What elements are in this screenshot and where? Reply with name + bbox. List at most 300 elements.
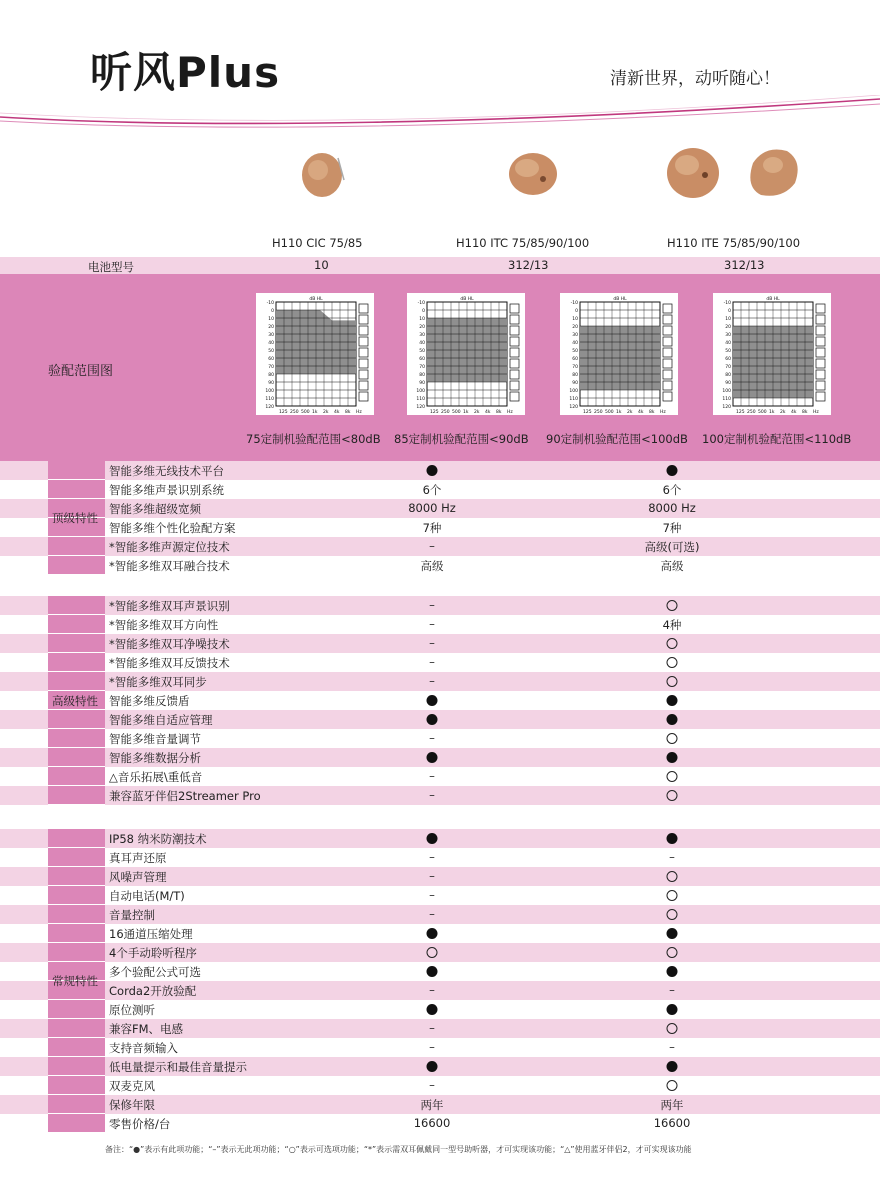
battery-value-itc: 312/13 (508, 258, 549, 272)
x-tick-label: 250 (441, 410, 450, 415)
section-cell (48, 461, 105, 480)
y-tick-label: 80 (572, 373, 578, 378)
fitting-chart-75 (256, 293, 374, 415)
x-tick-label: 125 (430, 410, 439, 415)
feature-name: 低电量提示和最佳音量提示 (109, 1060, 247, 1074)
optional-circle-icon (427, 947, 438, 958)
table-row (0, 653, 880, 672)
value-cic-itc: – (429, 1021, 435, 1035)
available-dot-icon (427, 465, 438, 476)
value-cic-itc: – (429, 907, 435, 921)
y-tick-label: 90 (419, 381, 425, 386)
table-row (0, 1019, 880, 1038)
table-row (0, 634, 880, 653)
section-label: 常规特性 (52, 974, 98, 988)
table-row (0, 1038, 880, 1057)
y-tick-label: 100 (265, 389, 274, 394)
available-dot-icon (427, 833, 438, 844)
y-tick-label: 40 (572, 341, 578, 346)
optional-circle-icon (667, 871, 678, 882)
section-cell (48, 848, 105, 867)
optional-circle-icon (667, 676, 678, 687)
optional-circle-icon (667, 909, 678, 920)
table-row (0, 1057, 880, 1076)
value-cic-itc: – (429, 869, 435, 883)
value-ite (667, 463, 678, 477)
y-tick-label: 110 (265, 397, 274, 402)
y-tick-label: 60 (572, 357, 578, 362)
value-ite (667, 869, 678, 883)
x-tick-label: Hz (507, 410, 513, 415)
x-tick-label: Hz (356, 410, 362, 415)
table-row (0, 480, 880, 499)
section-cell (48, 1019, 105, 1038)
section-cell (48, 729, 105, 748)
x-tick-label: 125 (736, 410, 745, 415)
section-cell (48, 634, 105, 653)
feature-name: 兼容FM、电感 (109, 1022, 184, 1036)
x-tick-label: 1k (616, 410, 622, 415)
y-tick-label: 30 (419, 333, 425, 338)
y-tick-label: 90 (268, 381, 274, 386)
x-tick-label: 2k (780, 410, 786, 415)
optional-circle-icon (667, 638, 678, 649)
y-tick-label: 10 (268, 317, 274, 322)
value-ite: – (669, 1040, 675, 1054)
available-dot-icon (667, 465, 678, 476)
available-dot-icon (667, 966, 678, 977)
feature-name: *智能多维双耳净噪技术 (109, 637, 230, 651)
x-tick-label: 4k (485, 410, 491, 415)
table-row (0, 518, 880, 537)
value-cic-itc (427, 750, 438, 764)
value-ite (667, 769, 678, 783)
value-cic-itc (427, 964, 438, 978)
table-row (0, 729, 880, 748)
x-tick-label: 500 (758, 410, 767, 415)
fitting-range-label: 验配范围图 (48, 364, 114, 379)
optional-circle-icon (667, 1080, 678, 1091)
y-tick-label: 110 (569, 397, 578, 402)
header-swoosh (0, 95, 880, 135)
feature-name: 智能多维声景识别系统 (109, 483, 224, 497)
optional-circle-icon (667, 1023, 678, 1034)
footnote: 备注：“●”表示有此项功能；“–”表示无此项功能；“○”表示可选项功能；“*”表示需双耳佩戴同一型号助听器，才可实现该功能；“△”使用蓝牙伴侣2，才可实现该功能 (105, 1145, 692, 1154)
x-tick-label: 2k (323, 410, 329, 415)
optional-circle-icon (667, 657, 678, 668)
feature-name: 多个验配公式可选 (109, 965, 201, 979)
x-tick-label: 4k (334, 410, 340, 415)
section-cell (48, 829, 105, 848)
table-row (0, 924, 880, 943)
table-row (0, 615, 880, 634)
y-tick-label: 70 (725, 365, 731, 370)
table-row (0, 537, 880, 556)
feature-name: 兼容蓝牙伴侣2Streamer Pro (109, 789, 261, 803)
value-cic-itc: 两年 (420, 1098, 444, 1112)
section-cell (48, 596, 105, 615)
table-row (0, 981, 880, 1000)
y-tick-label: 20 (268, 325, 274, 330)
y-tick-label: 100 (722, 389, 731, 394)
feature-name: 4个手动聆听程序 (109, 946, 197, 960)
section-cell (48, 924, 105, 943)
value-ite (667, 945, 678, 959)
value-ite (667, 888, 678, 902)
x-tick-label: 250 (594, 410, 603, 415)
value-cic-itc: – (429, 888, 435, 902)
section-cell (48, 786, 105, 805)
feature-name: 智能多维数据分析 (109, 751, 201, 765)
value-cic-itc (427, 926, 438, 940)
x-tick-label: 500 (452, 410, 461, 415)
table-row (0, 1076, 880, 1095)
value-cic-itc (427, 831, 438, 845)
cic-hearing-aid-image (298, 148, 348, 200)
x-tick-label: 500 (605, 410, 614, 415)
y-tick-label: 0 (422, 309, 425, 314)
table-row (0, 886, 880, 905)
value-ite: 4种 (662, 618, 682, 632)
x-tick-label: 125 (279, 410, 288, 415)
value-cic-itc (427, 712, 438, 726)
table-row (0, 596, 880, 615)
available-dot-icon (427, 1004, 438, 1015)
section-cell (48, 480, 105, 499)
x-tick-label: 1k (769, 410, 775, 415)
available-dot-icon (667, 833, 678, 844)
y-tick-label: 80 (725, 373, 731, 378)
chart-unit-label: dB HL (613, 297, 627, 302)
value-cic-itc: – (429, 788, 435, 802)
table-row (0, 461, 880, 480)
y-tick-label: 60 (419, 357, 425, 362)
y-tick-label: 30 (725, 333, 731, 338)
model-name-itc: H110 ITC 75/85/90/100 (456, 236, 590, 250)
section-cell (48, 1038, 105, 1057)
y-tick-label: -10 (723, 301, 731, 306)
value-ite (667, 926, 678, 940)
y-tick-label: 90 (725, 381, 731, 386)
ite-hearing-aid-image (665, 143, 805, 205)
value-ite: 8000 Hz (648, 501, 696, 515)
table-row (0, 748, 880, 767)
value-cic-itc: – (429, 655, 435, 669)
y-tick-label: 20 (725, 325, 731, 330)
battery-label: 电池型号 (88, 260, 134, 274)
feature-name: 智能多维超级宽频 (109, 502, 201, 516)
table-row (0, 1114, 880, 1133)
value-ite (667, 1021, 678, 1035)
value-ite (667, 598, 678, 612)
y-tick-label: 30 (268, 333, 274, 338)
model-name-cic: H110 CIC 75/85 (272, 236, 363, 250)
x-tick-label: 2k (627, 410, 633, 415)
optional-circle-icon (667, 790, 678, 801)
x-tick-label: Hz (813, 410, 819, 415)
table-row (0, 962, 880, 981)
available-dot-icon (667, 752, 678, 763)
x-tick-label: 8k (649, 410, 655, 415)
table-row (0, 767, 880, 786)
y-tick-label: 40 (268, 341, 274, 346)
feature-name: *智能多维双耳同步 (109, 675, 207, 689)
table-row (0, 943, 880, 962)
feature-name: *智能多维双耳方向性 (109, 618, 219, 632)
value-cic-itc: – (429, 731, 435, 745)
y-tick-label: 20 (419, 325, 425, 330)
available-dot-icon (427, 928, 438, 939)
value-cic-itc: 高级 (420, 559, 444, 573)
value-ite: – (669, 983, 675, 997)
optional-circle-icon (667, 947, 678, 958)
table-row (0, 786, 880, 805)
fitting-caption-90: 90定制机验配范围<100dB (546, 432, 688, 446)
available-dot-icon (427, 695, 438, 706)
value-cic-itc: – (429, 539, 435, 553)
available-dot-icon (667, 928, 678, 939)
section-cell (48, 867, 105, 886)
value-ite (667, 636, 678, 650)
feature-name: 音量控制 (109, 908, 155, 922)
section-cell (48, 1057, 105, 1076)
y-tick-label: 70 (572, 365, 578, 370)
section-cell (48, 1000, 105, 1019)
available-dot-icon (427, 966, 438, 977)
value-cic-itc: 7种 (422, 521, 442, 535)
value-cic-itc (427, 693, 438, 707)
x-tick-label: 125 (583, 410, 592, 415)
y-tick-label: 0 (728, 309, 731, 314)
feature-name: 支持音频输入 (109, 1041, 178, 1055)
slogan: 清新世界，动听随心！ (610, 69, 780, 89)
value-cic-itc: – (429, 850, 435, 864)
x-tick-label: 250 (747, 410, 756, 415)
feature-name: 智能多维自适应管理 (109, 713, 213, 727)
chart-unit-label: dB HL (766, 297, 780, 302)
x-tick-label: 1k (463, 410, 469, 415)
value-ite: 高级(可选) (644, 540, 700, 554)
section-cell (48, 1095, 105, 1114)
y-tick-label: 70 (419, 365, 425, 370)
x-tick-label: 4k (791, 410, 797, 415)
section-label: 顶级特性 (52, 511, 98, 525)
value-cic-itc: – (429, 1040, 435, 1054)
table-row (0, 691, 880, 710)
y-tick-label: 40 (725, 341, 731, 346)
model-name-ite: H110 ITE 75/85/90/100 (667, 236, 801, 250)
section-cell (48, 615, 105, 634)
y-tick-label: 10 (572, 317, 578, 322)
fitting-caption-85: 85定制机验配范围<90dB (394, 432, 529, 446)
fitting-chart-85 (407, 293, 525, 415)
x-tick-label: 2k (474, 410, 480, 415)
feature-name: *智能多维声源定位技术 (109, 540, 230, 554)
value-ite (667, 1059, 678, 1073)
y-tick-label: 110 (722, 397, 731, 402)
x-tick-label: 8k (802, 410, 808, 415)
optional-circle-icon (667, 890, 678, 901)
value-cic-itc: 8000 Hz (408, 501, 456, 515)
available-dot-icon (427, 714, 438, 725)
value-ite (667, 1078, 678, 1092)
x-tick-label: Hz (660, 410, 666, 415)
y-tick-label: -10 (570, 301, 578, 306)
section-cell (48, 748, 105, 767)
fitting-chart-100 (713, 293, 831, 415)
y-tick-label: 110 (416, 397, 425, 402)
section-cell (48, 672, 105, 691)
feature-name: 零售价格/台 (109, 1117, 171, 1131)
fitting-caption-100: 100定制机验配范围<110dB (702, 432, 852, 446)
section-label: 高级特性 (52, 693, 98, 708)
table-row (0, 1000, 880, 1019)
value-cic-itc (427, 1002, 438, 1016)
x-tick-label: 8k (496, 410, 502, 415)
value-ite (667, 964, 678, 978)
table-row (0, 556, 880, 575)
y-tick-label: 90 (572, 381, 578, 386)
y-tick-label: 80 (268, 373, 274, 378)
x-tick-label: 500 (301, 410, 310, 415)
section-cell (48, 767, 105, 786)
y-tick-label: 20 (572, 325, 578, 330)
feature-name: 16通道压缩处理 (109, 927, 193, 941)
feature-name: △音乐拓展\重低音 (109, 770, 203, 784)
feature-name: 双麦克风 (109, 1079, 155, 1093)
table-row (0, 829, 880, 848)
y-tick-label: -10 (417, 301, 425, 306)
value-ite (667, 907, 678, 921)
feature-name: 智能多维音量调节 (109, 732, 201, 746)
feature-name: 智能多维反馈盾 (109, 694, 190, 708)
value-cic-itc: – (429, 598, 435, 612)
feature-name: 智能多维个性化验配方案 (109, 521, 236, 535)
y-tick-label: 50 (572, 349, 578, 354)
available-dot-icon (667, 714, 678, 725)
section-cell (48, 1076, 105, 1095)
section-cell (48, 710, 105, 729)
y-tick-label: 0 (575, 309, 578, 314)
y-tick-label: 50 (725, 349, 731, 354)
feature-name: 自动电话(M/T) (109, 889, 185, 903)
feature-name: 风噪声管理 (109, 870, 167, 884)
value-cic-itc (427, 463, 438, 477)
value-ite (667, 693, 678, 707)
section-cell (48, 537, 105, 556)
feature-name: *智能多维双耳声景识别 (109, 599, 230, 613)
section-cell (48, 653, 105, 672)
value-ite (667, 788, 678, 802)
y-tick-label: 10 (419, 317, 425, 322)
value-ite: 16600 (653, 1116, 691, 1130)
y-tick-label: 50 (268, 349, 274, 354)
section-cell (48, 1114, 105, 1133)
x-tick-label: 8k (345, 410, 351, 415)
x-tick-label: 4k (638, 410, 644, 415)
y-tick-label: 120 (265, 405, 274, 410)
y-tick-label: 10 (725, 317, 731, 322)
value-ite (667, 750, 678, 764)
value-cic-itc (427, 1059, 438, 1073)
available-dot-icon (667, 695, 678, 706)
value-ite (667, 655, 678, 669)
y-tick-label: 50 (419, 349, 425, 354)
value-ite: 高级 (660, 559, 684, 573)
y-tick-label: -10 (266, 301, 274, 306)
chart-unit-label: dB HL (460, 297, 474, 302)
feature-name: IP58 纳米防潮技术 (109, 832, 207, 846)
available-dot-icon (427, 1061, 438, 1072)
optional-circle-icon (667, 771, 678, 782)
y-tick-label: 80 (419, 373, 425, 378)
optional-circle-icon (667, 600, 678, 611)
fitting-caption-75: 75定制机验配范围<80dB (246, 432, 381, 446)
fitting-chart-90 (560, 293, 678, 415)
value-cic-itc: – (429, 1078, 435, 1092)
feature-name: 原位测听 (109, 1003, 155, 1017)
available-dot-icon (667, 1004, 678, 1015)
battery-value-ite: 312/13 (724, 258, 765, 272)
section-cell (48, 556, 105, 575)
table-row (0, 1095, 880, 1114)
y-tick-label: 120 (416, 405, 425, 410)
feature-name: Corda2开放验配 (109, 984, 197, 998)
value-ite: – (669, 850, 675, 864)
value-ite (667, 731, 678, 745)
y-tick-label: 60 (725, 357, 731, 362)
value-ite: 6个 (662, 483, 682, 497)
x-tick-label: 1k (312, 410, 318, 415)
y-tick-label: 70 (268, 365, 274, 370)
available-dot-icon (667, 1061, 678, 1072)
page-title: 听风Plus (90, 48, 281, 97)
feature-name: 保修年限 (109, 1098, 155, 1112)
value-ite (667, 831, 678, 845)
value-ite (667, 674, 678, 688)
feature-name: 真耳声还原 (109, 851, 167, 865)
x-tick-label: 250 (290, 410, 299, 415)
y-tick-label: 120 (722, 405, 731, 410)
optional-circle-icon (667, 733, 678, 744)
y-tick-label: 30 (572, 333, 578, 338)
value-ite: 两年 (660, 1098, 684, 1112)
value-cic-itc: – (429, 617, 435, 631)
battery-value-cic: 10 (314, 258, 329, 272)
value-cic-itc (427, 945, 438, 959)
table-row (0, 905, 880, 924)
table-row (0, 848, 880, 867)
y-tick-label: 120 (569, 405, 578, 410)
table-row (0, 867, 880, 886)
value-cic-itc: – (429, 769, 435, 783)
feature-name: *智能多维双耳反馈技术 (109, 656, 230, 670)
section-cell (48, 943, 105, 962)
feature-name: *智能多维双耳融合技术 (109, 559, 230, 573)
itc-hearing-aid-image (505, 148, 560, 200)
y-tick-label: 0 (271, 309, 274, 314)
y-tick-label: 60 (268, 357, 274, 362)
value-cic-itc: – (429, 674, 435, 688)
table-row (0, 710, 880, 729)
y-tick-label: 100 (416, 389, 425, 394)
feature-name: 智能多维无线技术平台 (109, 464, 224, 478)
value-ite (667, 712, 678, 726)
table-row (0, 672, 880, 691)
y-tick-label: 40 (419, 341, 425, 346)
value-cic-itc: 16600 (413, 1116, 451, 1130)
value-cic-itc: 6个 (422, 483, 442, 497)
